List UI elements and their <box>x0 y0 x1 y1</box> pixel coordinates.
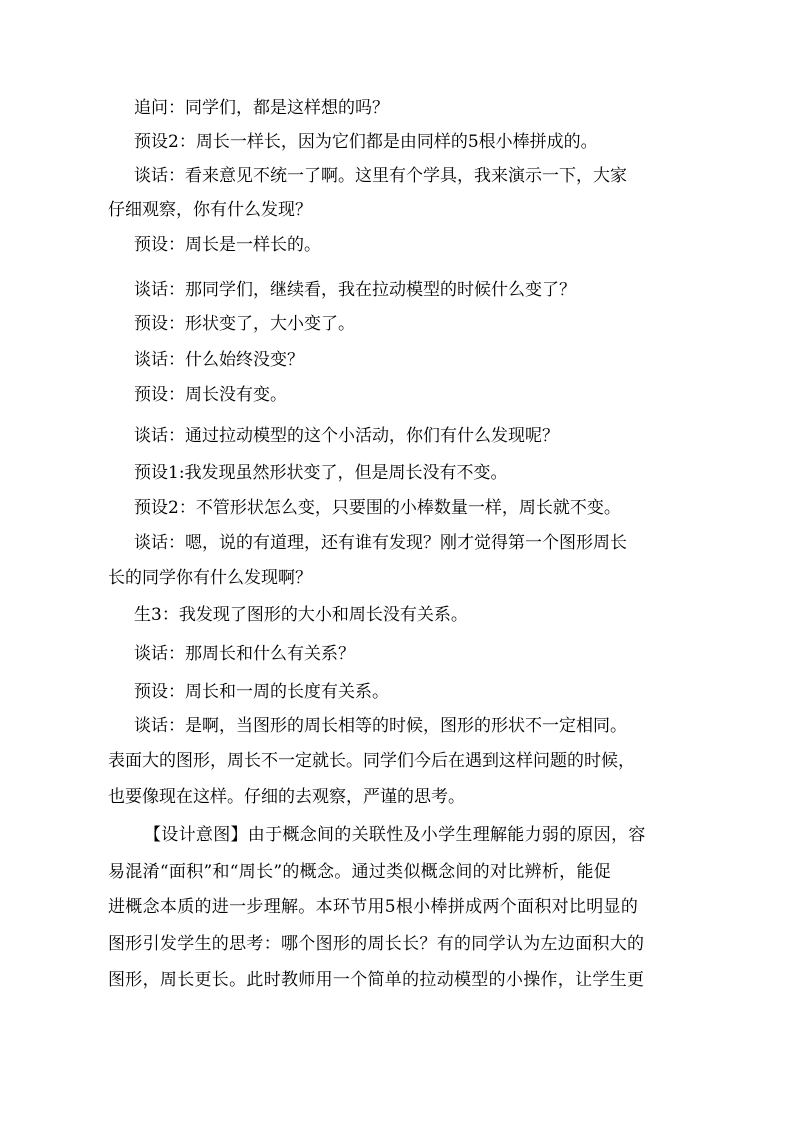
text-line: 谈话：那同学们，继续看，我在拉动模型的时候什么变了？ <box>134 280 576 300</box>
text-line: 谈话：看来意见不统一了啊。这里有个学具，我来演示一下，大家 <box>134 166 627 186</box>
text-line: 预设：周长和一周的长度有关系。 <box>134 682 389 702</box>
text-line: 预设1:我发现虽然形状变了，但是周长没有不变。 <box>134 463 508 483</box>
text-line: 预设：周长是一样长的。 <box>134 235 321 255</box>
text-line: 谈话：嗯，说的有道理，还有谁有发现？刚才觉得第一个图形周长 <box>134 533 627 553</box>
design-intent-line: 【设计意图】由于概念间的关联性及小学生理解能力弱的原因，容 <box>144 825 646 845</box>
text-line: 预设2：周长一样长，因为它们都是由同样的5根小棒拼成的。 <box>134 132 598 152</box>
text-line: 预设：形状变了，大小变了。 <box>134 314 355 334</box>
design-intent-line: 图形，周长更长。此时教师用一个简单的拉动模型的小操作，让学生更 <box>108 970 645 990</box>
design-intent-line: 进概念本质的进一步理解。本环节用5根小棒拼成两个面积对比明显的 <box>108 897 639 917</box>
text-line: 表面大的图形，周长不一定就长。同学们今后在遇到这样问题的时候， <box>108 751 635 771</box>
text-line: 长的同学你有什么发现啊？ <box>108 568 312 588</box>
text-line: 谈话：是啊，当图形的周长相等的时候，图形的形状不一定相同。 <box>134 716 627 736</box>
text-line: 谈话：什么始终没变？ <box>134 350 304 370</box>
text-line: 谈话：那周长和什么有关系？ <box>134 644 355 664</box>
text-line: 预设2：不管形状怎么变，只要围的小棒数量一样，周长就不变。 <box>134 498 621 518</box>
text-line: 生3：我发现了图形的大小和周长没有关系。 <box>134 605 468 625</box>
text-line: 预设：周长没有变。 <box>134 385 287 405</box>
text-line: 追问：同学们，都是这样想的吗？ <box>134 98 389 118</box>
text-line: 也要像现在这样。仔细的去观察，严谨的思考。 <box>108 787 465 807</box>
design-intent-line: 易混淆“面积”和“周长”的概念。通过类似概念间的对比辨析，能促 <box>108 862 612 882</box>
text-line: 仔细观察，你有什么发现？ <box>108 200 312 220</box>
design-intent-line: 图形引发学生的思考：哪个图形的周长长？有的同学认为左边面积大的 <box>108 934 645 954</box>
text-line: 谈话：通过拉动模型的这个小活动，你们有什么发现呢？ <box>134 426 559 446</box>
